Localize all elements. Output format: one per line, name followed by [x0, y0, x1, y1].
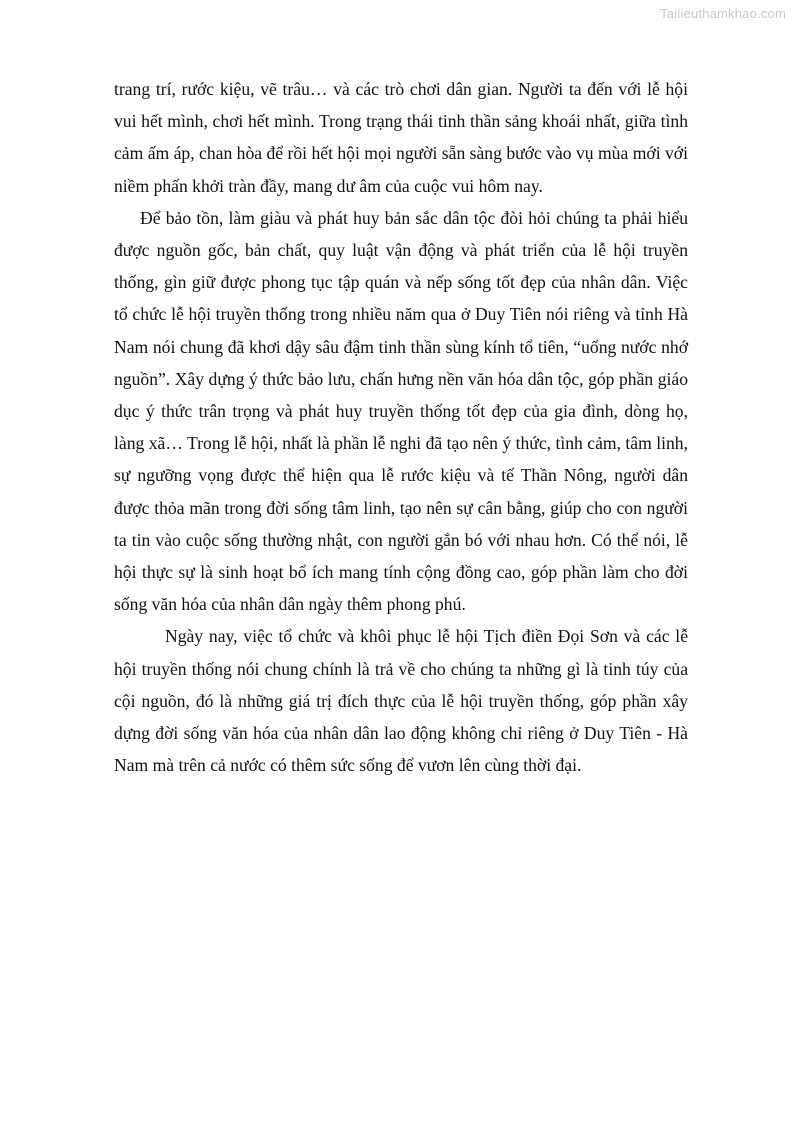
document-body — [114, 73, 688, 781]
paragraph-preservation: Để bảo tồn, làm giàu và phát huy bản sắc dân tộc đòi hỏi chúng ta phải hiểu được nguồn gốc, bản chất, quy luật vận động và phát triển của lễ hội truyền thống, gìn giữ được phong tục tập quán và nếp sống tốt đẹp của nhân dân. Việc tổ chức lễ hội truyền thống trong nhiều năm qua ở Duy Tiên nói riêng và tỉnh Hà Nam nói chung đã khơi dậy sâu đậm tinh thần sùng kính tổ tiên, “uống nước nhớ nguồn”. Xây dựng ý thức bảo lưu, chấn hưng nền văn hóa dân tộc, góp phần giáo dục ý thức trân trọng và phát huy truyền thống tốt đẹp của gia đình, dòng họ, làng xã… Trong lễ hội, nhất là phần lễ nghi đã tạo nên ý thức, tình cảm, tâm linh, sự ngưỡng vọng được thể hiện qua lễ rước kiệu và tế Thần Nông, người dân được thỏa mãn trong đời sống tâm linh, tạo nên sự cân bằng, giúp cho con người ta tin vào cuộc sống thường nhật, con người gắn bó với nhau hơn. Có thể nói, lễ hội thực sự là sinh hoạt bổ ích mang tính cộng đồng cao, góp phần làm cho đời sống văn hóa của nhân dân ngày thêm phong phú. — [114, 207, 688, 615]
paragraph-festival-activities: trang trí, rước kiệu, vẽ trâu… và các trò chơi dân gian. Người ta đến với lễ hội vui hết mình, chơi hết mình. Trong trạng thái tinh thần sảng khoái nhất, giữa tình cảm ấm áp, chan hòa để rồi hết hội mọi người sẵn sàng bước vào vụ mùa mới với niềm phấn khởi tràn đầy, mang dư âm của cuộc vui hôm nay. — [114, 79, 688, 196]
paragraph-conclusion: Ngày nay, việc tổ chức và khôi phục lễ hội Tịch điền Đọi Sơn và các lễ hội truyền thống nói chung chính là trả về cho chúng ta những gì là tinh túy của cội nguồn, đó là những giá trị đích thực của lễ hội truyền thống, góp phần xây dựng đời sống văn hóa của nhân dân lao động không chỉ riêng ở Duy Tiên - Hà Nam mà trên cả nước có thêm sức sống để vươn lên cùng thời đại. — [114, 626, 688, 776]
watermark-text: Tailieuthamkhao.com — [660, 6, 786, 21]
